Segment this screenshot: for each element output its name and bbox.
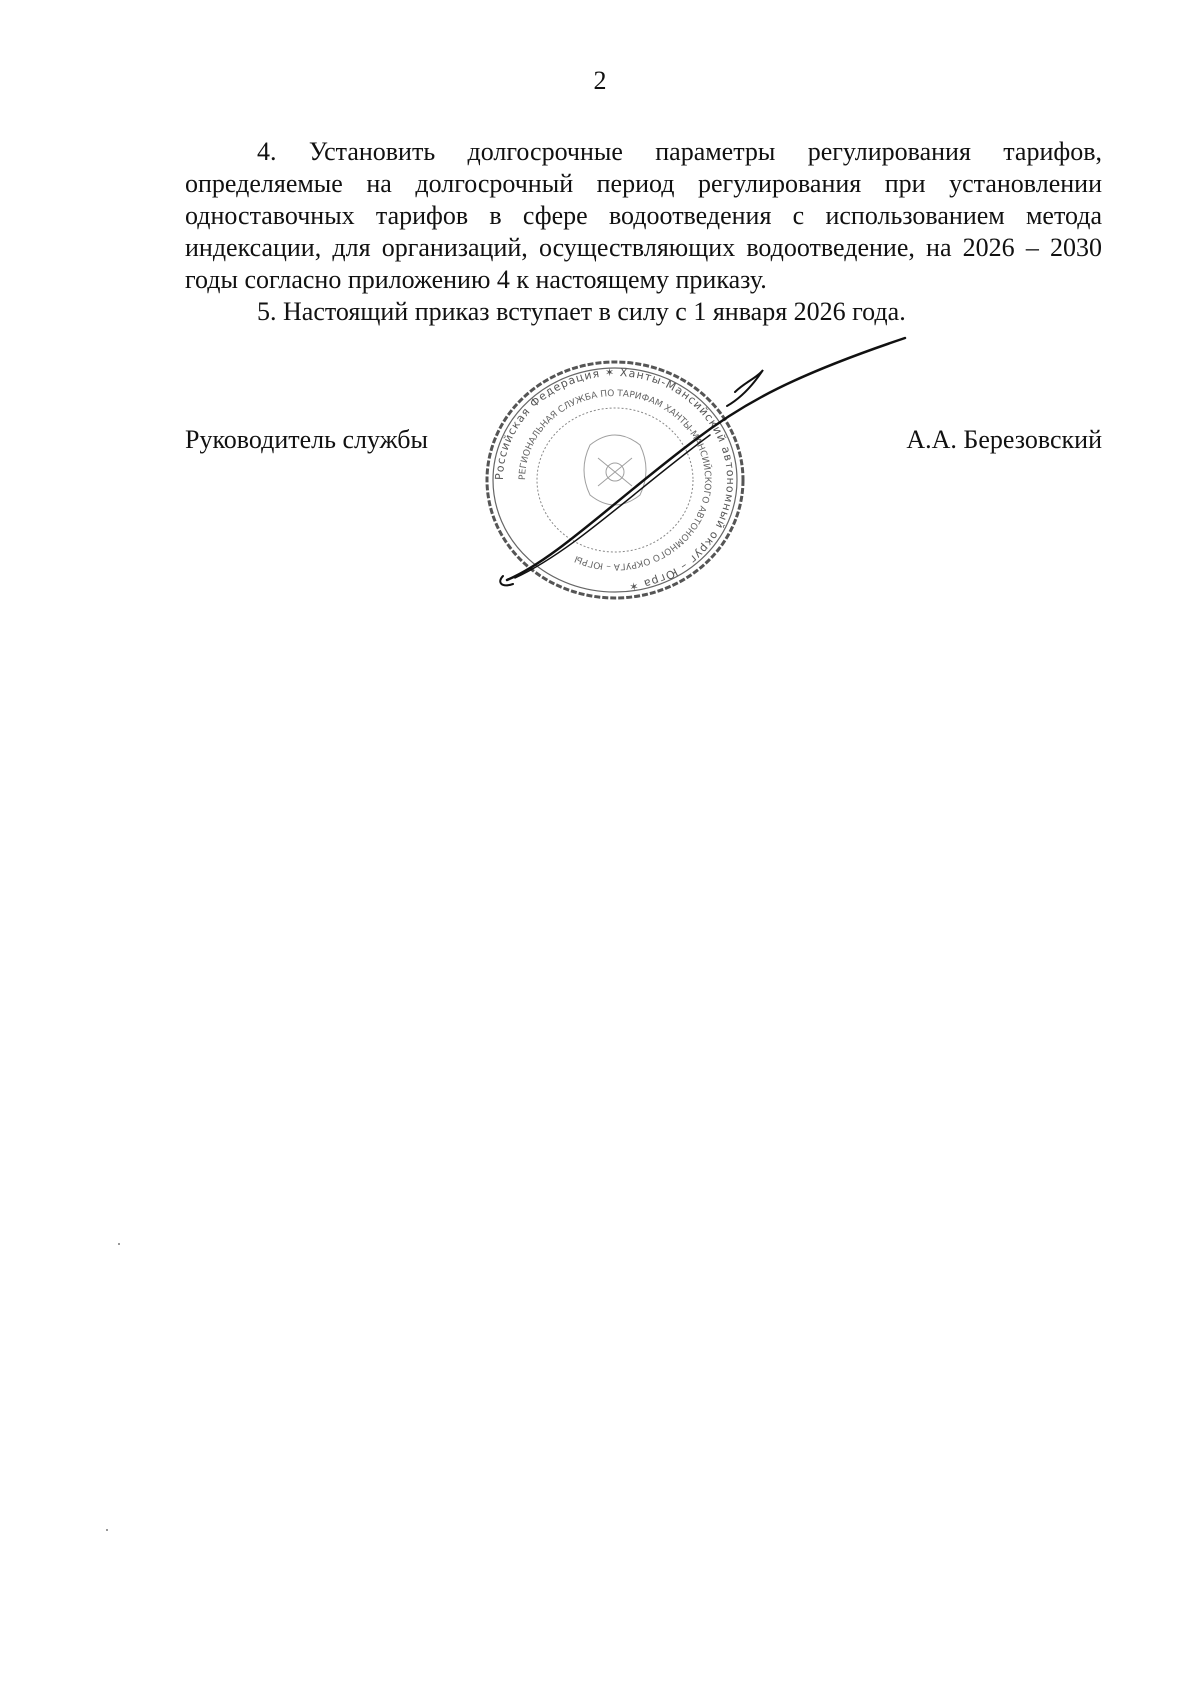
paragraph-4: 4. Установить долгосрочные параметры регулирования тарифов, определяемые на долгосрочный период регулирования при установлении одноставочных тарифов в сфере водоотведения с использованием метода индексации, для организаций, осуществляющих водоотведение, на 2026 – 2030 годы согласно приложению 4 к настоящему приказу. xyxy=(185,137,1102,294)
paragraph-5: 5. Настоящий приказ вступает в силу с 1 января 2026 года. xyxy=(257,297,906,326)
document-body xyxy=(185,136,1102,328)
margin-mark xyxy=(106,1529,108,1531)
page-number: 2 xyxy=(593,66,607,95)
seal-inner-text: РЕГИОНАЛЬНАЯ СЛУЖБА ПО ТАРИФАМ ХАНТЫ-МАНСИЙСКОГО АВТОНОМНОГО ОКРУГА – ЮГРЫ xyxy=(517,388,713,572)
signatory-position: Руководитель службы xyxy=(185,425,428,454)
signatory-name: А.А. Березовский xyxy=(906,425,1102,454)
margin-mark xyxy=(118,1243,120,1245)
handwritten-signature xyxy=(492,330,915,600)
seal-outer-text: Российская Федерация ✶ Ханты-Мансийский автономный округ – Югра ✶ xyxy=(492,365,738,594)
